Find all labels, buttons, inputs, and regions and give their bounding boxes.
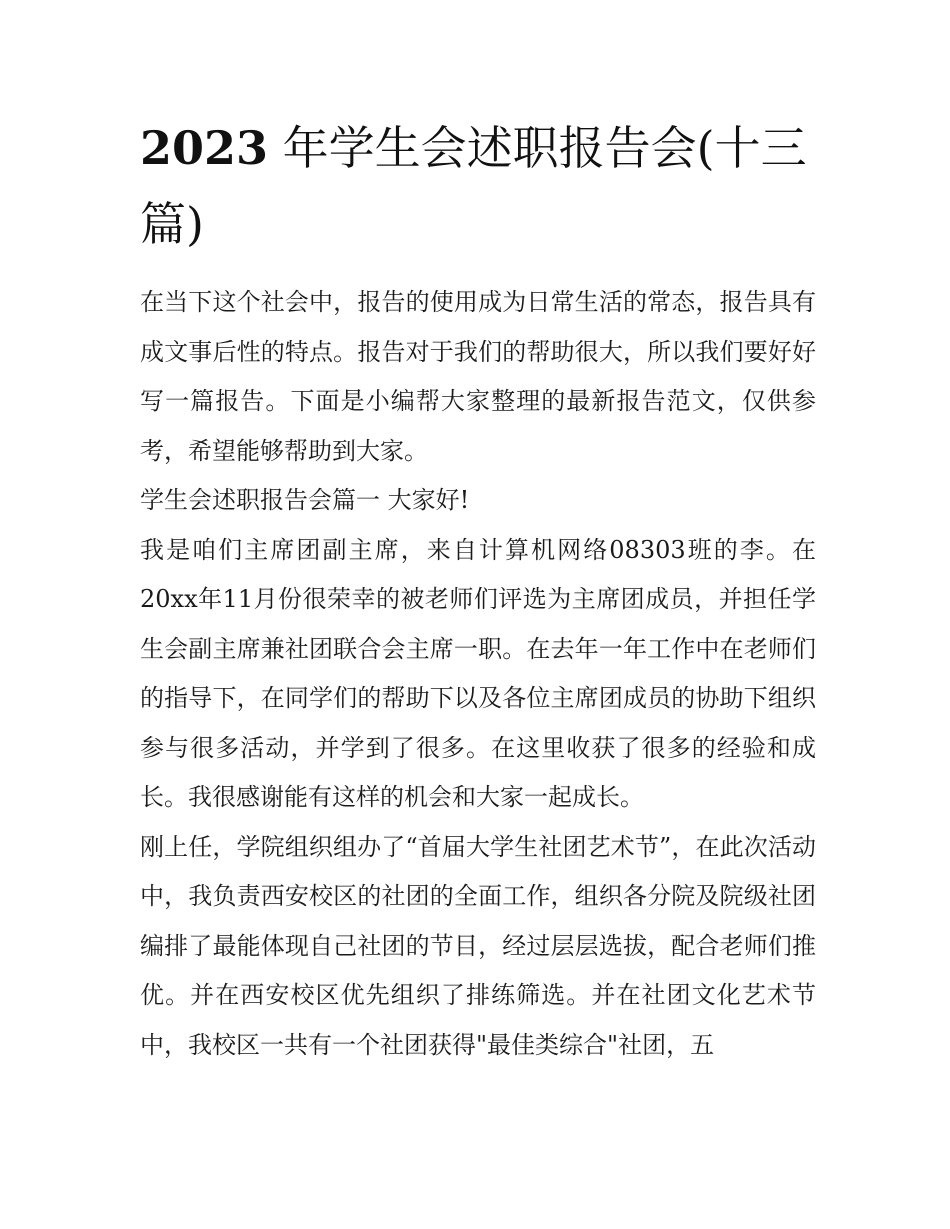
document-body (140, 278, 816, 1070)
document-title (140, 110, 820, 262)
body-paragraph: 刚上任，学院组织组办了“首届大学生社团艺术节”，在此次活动中，我负责西安校区的社团的全面工作，组织各分院及院级社团编排了最能体现自己社团的节目，经过层层选拔，配合老师们推优。并在西安校区优先组织了排练筛选。并在社团文化艺术节中，我校区一共有一个社团获得"最佳类综合"社团，五 (140, 832, 816, 1059)
body-paragraph: 我是咱们主席团副主席，来自计算机网络08303班的李。在20xx年11月份很荣幸的被老师们评选为主席团成员，并担任学生会副主席兼社团联合会主席一职。在去年一年工作中在老师们的指导下，在同学们的帮助下以及各位主席团成员的协助下组织参与很多活动，并学到了很多。在这里收获了很多的经验和成长。我很感谢能有这样的机会和大家一起成长。 (140, 535, 816, 811)
section-heading-paragraph: 学生会述职报告会篇一 大家好! (140, 486, 470, 514)
title-year: 2023 (140, 121, 269, 175)
title-text: 年学生会述职报告会(十三篇) (140, 121, 807, 251)
intro-paragraph: 在当下这个社会中，报告的使用成为日常生活的常态，报告具有成文事后性的特点。报告对于我们的帮助很大，所以我们要好好写一篇报告。下面是小编帮大家整理的最新报告范文，仅供参考，希望能够帮助到大家。 (140, 288, 816, 465)
